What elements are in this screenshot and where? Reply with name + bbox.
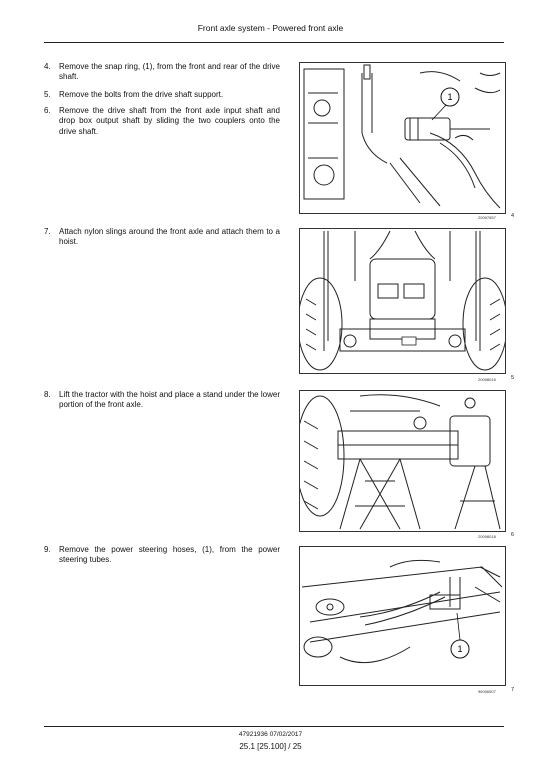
step-number: 6. bbox=[44, 106, 51, 115]
figure-number: 6 bbox=[511, 532, 515, 538]
figure-code: 20097657 bbox=[478, 215, 496, 220]
step-text: Remove the bolts from the drive shaft support. bbox=[59, 90, 224, 99]
figure-tractor-front-slings bbox=[299, 228, 506, 374]
figure-axle-stand bbox=[299, 390, 506, 532]
figure-code: 20098016 bbox=[478, 377, 496, 382]
figure-illustration bbox=[300, 63, 505, 213]
step-5 bbox=[44, 90, 280, 100]
callout-label: 1 bbox=[457, 644, 463, 654]
step-9 bbox=[44, 545, 280, 566]
step-8 bbox=[44, 390, 280, 411]
step-text: Attach nylon slings around the front axle and attach them to a hoist. bbox=[59, 227, 280, 247]
footer-rule bbox=[44, 726, 504, 727]
footer-page-number: 25.1 [25.100] / 25 bbox=[239, 742, 302, 751]
callout-label: 1 bbox=[447, 92, 453, 102]
step-7 bbox=[44, 227, 280, 248]
step-4 bbox=[44, 62, 280, 83]
figure-number: 7 bbox=[511, 687, 515, 693]
figure-power-steering-hoses bbox=[299, 546, 506, 686]
figure-number: 4 bbox=[511, 213, 515, 219]
step-number: 5. bbox=[44, 90, 51, 99]
step-text: Remove the drive shaft from the front axle input shaft and drop box output shaft by sliding the two couplers onto the drive shaft. bbox=[59, 106, 280, 136]
step-text: Lift the tractor with the hoist and place a stand under the lower portion of the front axle. bbox=[59, 390, 280, 410]
step-number: 7. bbox=[44, 227, 51, 236]
step-text: Remove the snap ring, (1), from the front and rear of the drive shaft. bbox=[59, 62, 280, 82]
step-number: 4. bbox=[44, 62, 51, 71]
figure-illustration bbox=[300, 391, 505, 531]
step-text: Remove the power steering hoses, (1), from the power steering tubes. bbox=[59, 545, 280, 565]
figure-code: 20098018 bbox=[478, 534, 496, 539]
page-header-title: Front axle system - Powered front axle bbox=[197, 23, 344, 33]
figure-drive-shaft-snap-ring bbox=[299, 62, 506, 214]
footer-doc-code: 47921936 07/02/2017 bbox=[238, 731, 303, 738]
figure-code: 96096507 bbox=[478, 689, 496, 694]
step-6 bbox=[44, 106, 280, 137]
step-number: 8. bbox=[44, 390, 51, 399]
figure-illustration bbox=[300, 229, 505, 373]
header-rule bbox=[44, 42, 504, 43]
step-number: 9. bbox=[44, 545, 51, 554]
figure-number: 5 bbox=[511, 375, 515, 381]
figure-illustration bbox=[300, 547, 505, 685]
